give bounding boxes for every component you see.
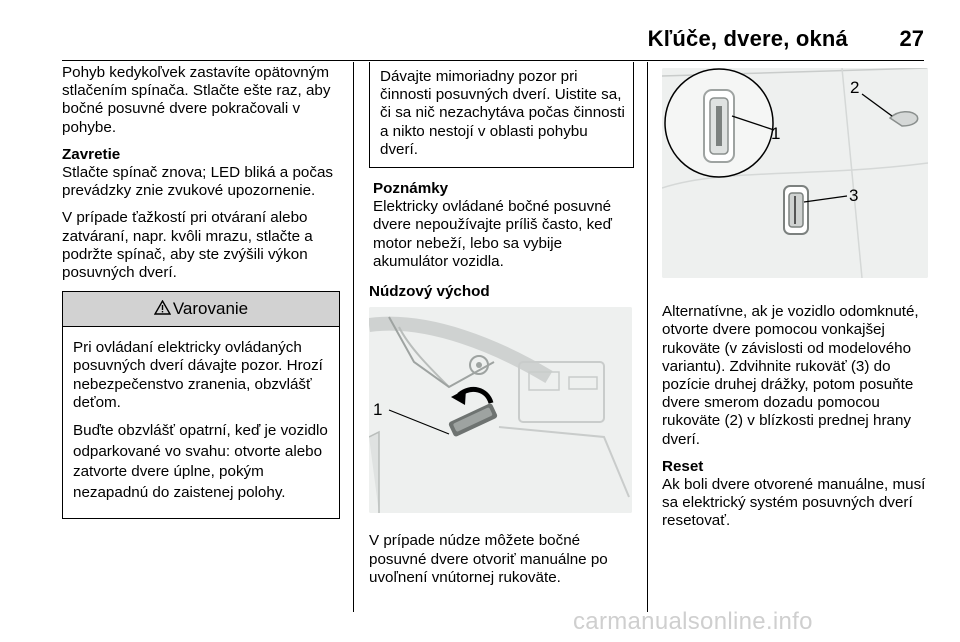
section-heading-emergency: Núdzový východ: [369, 283, 490, 301]
warning-triangle-icon: [154, 300, 171, 315]
column-divider: [647, 62, 648, 612]
chapter-title: Kľúče, dvere, okná: [647, 26, 848, 51]
interior-handle-illustration: [369, 307, 632, 513]
note-text: Elektricky ovládané bočné posuvné dvere nepoužívajte príliš často, keď motor nebeží, lebo sa vybije akumulátor vozidla.: [373, 198, 612, 270]
page-number: 27: [899, 26, 924, 51]
figure-callout: 3: [849, 186, 859, 205]
warning-text: Dávajte mimoriadny pozor pri činnosti posuvných dverí. Uistite sa, či sa nič nezachytáva počas činnosti a nikto nestojí v oblasti pohybu dverí.: [380, 68, 625, 158]
warning-text: Pri ovládaní elektricky ovládaných posuvných dverí dávajte pozor. Hrozí nebezpečenstvo zranenia, obzvlášť deťom.: [73, 339, 323, 411]
warning-box: [62, 291, 340, 519]
paragraph: V prípade núdze môžete bočné posuvné dvere otvoriť manuálne po uvoľnení vnútornej rukoväte.: [369, 532, 608, 586]
note-heading: Poznámky: [373, 180, 449, 198]
column-divider: [353, 62, 354, 612]
section-heading-close: Zavretie: [62, 145, 121, 163]
figure-callout: 1: [373, 400, 383, 420]
column-middle: [369, 64, 634, 596]
warning-box-continued: [369, 62, 634, 168]
page-header: [62, 26, 924, 61]
paragraph: V prípade ťažkostí pri otváraní alebo zatváraní, napr. kvôli mrazu, stlačte a podržte spínač, aby ste zvýšili výkon posuvných dverí.: [62, 209, 313, 282]
paragraph: Ak boli dvere otvorené manuálne, musí sa elektrický systém posuvných dverí resetovať.: [662, 476, 926, 530]
figure-callout: 1: [771, 124, 781, 143]
column-right: [662, 64, 928, 540]
paragraph: Stlačte spínač znova; LED bliká a počas prevádzky znie zvukové upozornenie.: [62, 164, 333, 200]
figure-callout: 2: [850, 78, 860, 97]
warning-header: [63, 291, 339, 327]
warning-text: Buďte obzvlášť opatrní, keď je vozidlo odparkované vo svahu: otvorte alebo zatvorte dvere úplne, pokým nezapadnú do zaistenej polohy.: [73, 422, 328, 501]
warning-label: Varovanie: [172, 299, 249, 319]
exterior-door-illustration: [662, 68, 928, 278]
paragraph: Alternatívne, ak je vozidlo odomknuté, otvorte dvere pomocou vonkajšej rukoväte (v závislosti od modelového variantu). Zdvihnite rukoväť (3) do pozície druhej drážky, potom posuňte dvere smerom dozadu pomocou rukoväte (2) v blízkosti prednej hrany dverí.: [662, 303, 919, 448]
watermark: carmanualsonline.info: [573, 608, 813, 635]
paragraph: Pohyb kedykoľvek zastavíte opätovným stlačením spínača. Stlačte ešte raz, aby bočné posuvné dvere pokračovali v pohybe.: [62, 64, 331, 136]
note-block: [369, 180, 634, 271]
section-heading-reset: Reset: [662, 457, 704, 475]
column-left: [62, 64, 340, 519]
